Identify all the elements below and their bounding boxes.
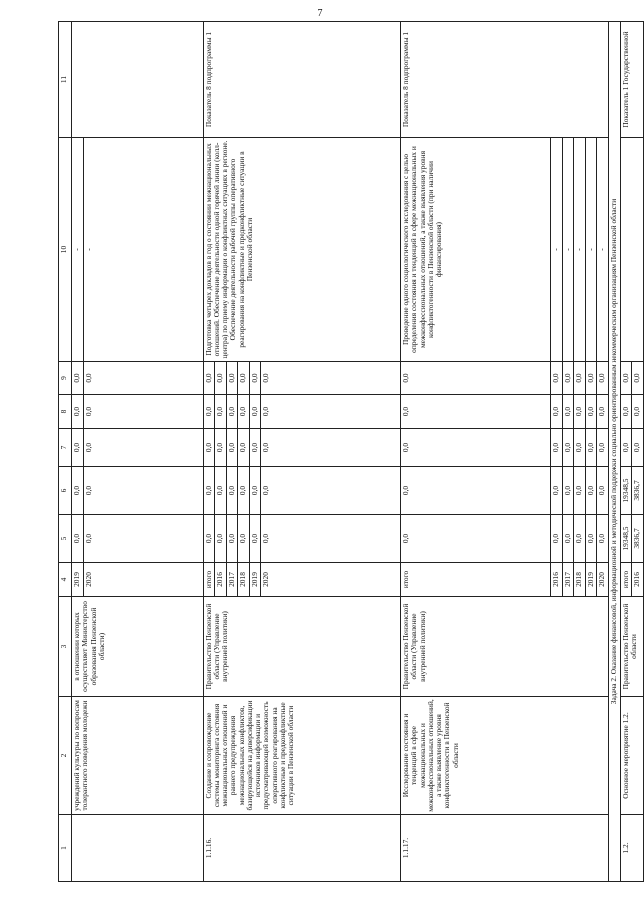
col-header-4: 4 [59,563,72,597]
value-cell: 0,0 [203,395,215,429]
value-cell: 0,0 [72,515,84,563]
value-cell: 0,0 [238,429,250,467]
value-cell: 0,0 [401,467,551,515]
value-cell: 0,0 [585,395,597,429]
year-cell: 2019 [585,563,597,597]
column-number-row [59,22,72,882]
table-row [620,22,632,882]
value-cell: 0,0 [551,515,563,563]
value-cell: 3836,7 [632,515,644,563]
value-cell: 0,0 [203,467,215,515]
result-cell: - [72,138,84,362]
year-cell: 2019 [72,563,84,597]
value-cell: 0,0 [215,467,227,515]
col-header-5: 5 [59,515,72,563]
measure-name: Создание и сопровождение системы мониторинга состояния межнациональных отношений и раннего предупреждения межнациональных конфликтов, базирующейся на диверсификации источников информации и предусматривающей возможность оперативного реагирования на конфликтные и предконфликтные ситуации в Пензенской области [203,697,401,815]
value-cell: 0,0 [226,395,238,429]
result-cell: - [551,138,563,362]
value-cell: 0,0 [597,467,609,515]
value-cell: 0,0 [249,467,261,515]
table-row [72,22,84,882]
task-row [608,22,620,882]
year-cell: 2020 [83,563,203,597]
year-cell: итого [401,563,551,597]
value-cell: 0,0 [83,429,203,467]
result-cell: Подготовка четырех докладов в год о состоянии межнациональных отношений. Обеспечение деятельности одной горячей линии (колл-центра) по приему информации о конфликтных ситуациях в регионе. Обеспечение деятельности рабочей группы оперативного реагирования на конфликтные и предконфликтные ситуации в Пензенской области [203,138,401,362]
col-header-7: 7 [59,429,72,467]
value-cell: 0,0 [585,429,597,467]
col-header-11: 11 [59,22,72,138]
value-cell: 0,0 [249,362,261,395]
executor-cell: Правительство Пензенской области (Управление внутренней политики) [401,597,609,697]
value-cell: 0,0 [597,429,609,467]
year-cell: 2018 [574,563,586,597]
value-cell: 0,0 [562,429,574,467]
value-cell: 0,0 [215,362,227,395]
year-cell: 2020 [597,563,609,597]
year-cell: 2018 [238,563,250,597]
col-header-8: 8 [59,395,72,429]
value-cell: 0,0 [226,467,238,515]
value-cell: 0,0 [620,429,632,467]
value-cell: 0,0 [401,515,551,563]
value-cell: 0,0 [72,362,84,395]
task-2-heading: Задача 2. Оказание финансовой, информационной и методической поддержки социально ориентированным некоммерческим организациям Пензенской области [608,22,620,882]
col-header-1: 1 [59,815,72,882]
value-cell: 0,0 [83,515,203,563]
result-cell [620,138,643,362]
value-cell: 0,0 [597,515,609,563]
value-cell: 0,0 [562,467,574,515]
value-cell: 0,0 [83,467,203,515]
value-cell: 0,0 [203,429,215,467]
value-cell: 0,0 [215,395,227,429]
value-cell: 0,0 [585,362,597,395]
table-row [401,22,551,882]
value-cell: 0,0 [226,362,238,395]
value-cell: 0,0 [401,362,551,395]
col-header-2: 2 [59,697,72,815]
value-cell: 0,0 [261,362,401,395]
value-cell: 0,0 [261,395,401,429]
value-cell: 0,0 [83,395,203,429]
program-table [58,21,644,882]
value-cell: 0,0 [249,429,261,467]
result-cell: - [83,138,203,362]
row-number: 1.1.17. [401,815,609,882]
value-cell: 0,0 [551,467,563,515]
value-cell: 0,0 [574,395,586,429]
value-cell: 0,0 [585,515,597,563]
value-cell: 0,0 [72,429,84,467]
cont-executor-cell: в отношении которых осуществляет Министерство образования Пензенской области) [72,597,204,697]
measure-name: Основное мероприятие 1.2. [620,697,643,815]
table-row [203,22,215,882]
year-cell: 2020 [261,563,401,597]
value-cell: 0,0 [562,515,574,563]
value-cell: 0,0 [597,395,609,429]
col-header-9: 9 [59,362,72,395]
value-cell: 0,0 [551,429,563,467]
result-cell: Проведение одного социологического исследования с целью определения состояния и тенденций в сфере межнациональных и межконфессиональных отношений, а также выявления уровня конфликтогенности в Пензенской области (при наличии финансирования) [401,138,551,362]
value-cell: 0,0 [585,467,597,515]
value-cell: 0,0 [261,429,401,467]
value-cell: 0,0 [238,467,250,515]
year-cell: 2017 [226,563,238,597]
result-cell: - [585,138,597,362]
value-cell: 0,0 [574,429,586,467]
result-cell: - [597,138,609,362]
year-cell: 2016 [215,563,227,597]
page-number: 7 [317,8,323,19]
value-cell: 0,0 [632,429,644,467]
col-header-10: 10 [59,138,72,362]
indicator-cell: Показатель 8 подпрограммы 1 [401,22,609,138]
value-cell: 0,0 [226,515,238,563]
value-cell: 0,0 [551,362,563,395]
value-cell: 0,0 [551,395,563,429]
indicator-cell: Показатель 1 Государственной [620,22,643,138]
year-cell: 2019 [249,563,261,597]
value-cell: 19348,5 [620,467,632,515]
value-cell: 0,0 [72,467,84,515]
year-cell: 2016 [551,563,563,597]
indicator-cell [72,22,204,138]
value-cell: 0,0 [620,362,632,395]
value-cell: 0,0 [401,395,551,429]
value-cell: 0,0 [632,395,644,429]
rotated-table-wrapper [58,22,641,882]
value-cell: 0,0 [215,429,227,467]
executor-cell: Правительство Пензенской области [620,597,643,697]
value-cell: 0,0 [574,515,586,563]
value-cell: 0,0 [83,362,203,395]
value-cell: 0,0 [249,515,261,563]
year-cell: итого [203,563,215,597]
value-cell: 0,0 [249,395,261,429]
value-cell: 0,0 [203,515,215,563]
cont-name-cell: учреждений культуры по вопросам толерантного поведения молодежи [72,697,204,815]
year-cell: 2016 [632,563,644,597]
value-cell: 19348,5 [620,515,632,563]
year-cell: итого [620,563,632,597]
value-cell: 0,0 [562,395,574,429]
value-cell: 0,0 [203,362,215,395]
value-cell: 0,0 [632,362,644,395]
value-cell: 0,0 [620,395,632,429]
indicator-cell: Показатель 8 подпрограммы 1 [203,22,401,138]
year-cell: 2017 [562,563,574,597]
value-cell: 0,0 [562,362,574,395]
table-area [58,22,641,882]
col-header-6: 6 [59,467,72,515]
result-cell: - [574,138,586,362]
value-cell: 0,0 [401,429,551,467]
col-header-3: 3 [59,597,72,697]
executor-cell: Правительство Пензенской области (Управление внутренней политики) [203,597,401,697]
value-cell: 0,0 [261,515,401,563]
measure-name: Исследование состояния и тенденций в сфере межнациональных и межконфессиональных отношений, а также выявление уровня конфликтогенности в Пензенской области [401,697,609,815]
result-cell: - [562,138,574,362]
cont-num-cell [72,815,204,882]
value-cell: 3836,7 [632,467,644,515]
value-cell: 0,0 [238,515,250,563]
row-number: 1.2. [620,815,643,882]
value-cell: 0,0 [72,395,84,429]
row-number: 1.1.16. [203,815,401,882]
value-cell: 0,0 [238,362,250,395]
value-cell: 0,0 [574,362,586,395]
value-cell: 0,0 [261,467,401,515]
value-cell: 0,0 [215,515,227,563]
value-cell: 0,0 [597,362,609,395]
value-cell: 0,0 [226,429,238,467]
value-cell: 0,0 [238,395,250,429]
value-cell: 0,0 [574,467,586,515]
